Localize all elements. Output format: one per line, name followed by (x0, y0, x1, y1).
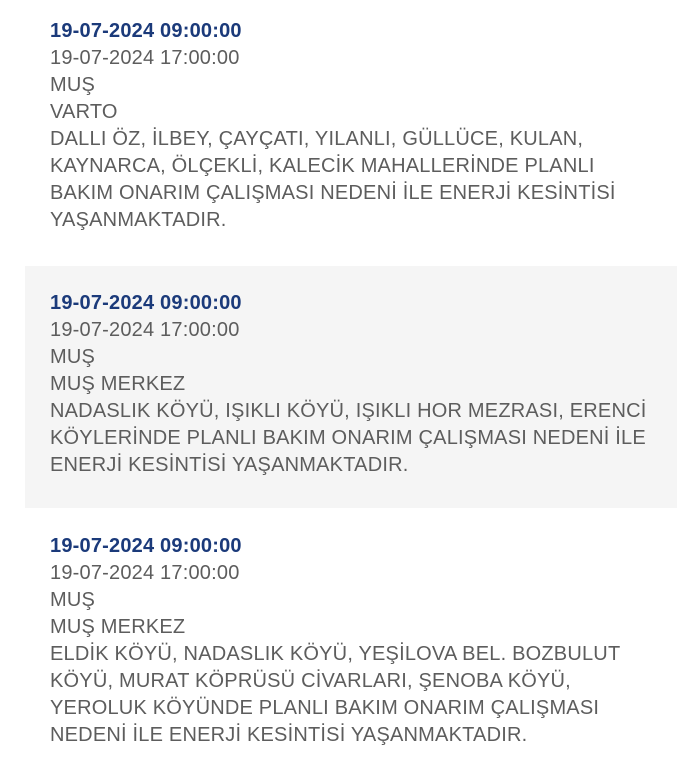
province: MUŞ (50, 346, 96, 368)
province: MUŞ (50, 589, 96, 611)
start-time: 19-07-2024 09:00:00 (50, 292, 242, 314)
outage-item[interactable] (25, 266, 677, 508)
end-time: 19-07-2024 17:00:00 (50, 47, 240, 69)
province: MUŞ (50, 74, 96, 96)
end-time: 19-07-2024 17:00:00 (50, 319, 240, 341)
outage-item[interactable] (25, 533, 677, 763)
district: MUŞ MERKEZ (50, 373, 186, 395)
outage-description: ELDİK KÖYÜ, NADASLIK KÖYÜ, YEŞİLOVA BEL. BOZBULUT KÖYÜ, MURAT KÖPRÜSÜ CİVARLARI, ŞENOBA KÖYÜ, YEROLUK KÖYÜNDE PLANLI BAKIM ONARIM ÇALIŞMASI NEDENİ İLE ENERJİ KESİNTİSİ YAŞANMAKTADIR. (50, 643, 626, 746)
district: MUŞ MERKEZ (50, 616, 186, 638)
start-time: 19-07-2024 09:00:00 (50, 535, 242, 557)
end-time: 19-07-2024 17:00:00 (50, 562, 240, 584)
start-time: 19-07-2024 09:00:00 (50, 20, 242, 42)
outage-description: NADASLIK KÖYÜ, IŞIKLI KÖYÜ, IŞIKLI HOR MEZRASI, ERENCİ KÖYLERİNDE PLANLI BAKIM ONARIM ÇALIŞMASI NEDENİ İLE ENERJİ KESİNTİSİ YAŞANMAKTADIR. (50, 400, 653, 476)
outage-item[interactable] (25, 18, 677, 248)
district: VARTO (50, 101, 118, 123)
outage-description: DALLI ÖZ, İLBEY, ÇAYÇATI, YILANLI, GÜLLÜCE, KULAN, KAYNARCA, ÖLÇEKLİ, KALECİK MAHALLERİNDE PLANLI BAKIM ONARIM ÇALIŞMASI NEDENİ İLE ENERJİ KESİNTİSİ YAŞANMAKTADIR. (50, 128, 622, 231)
